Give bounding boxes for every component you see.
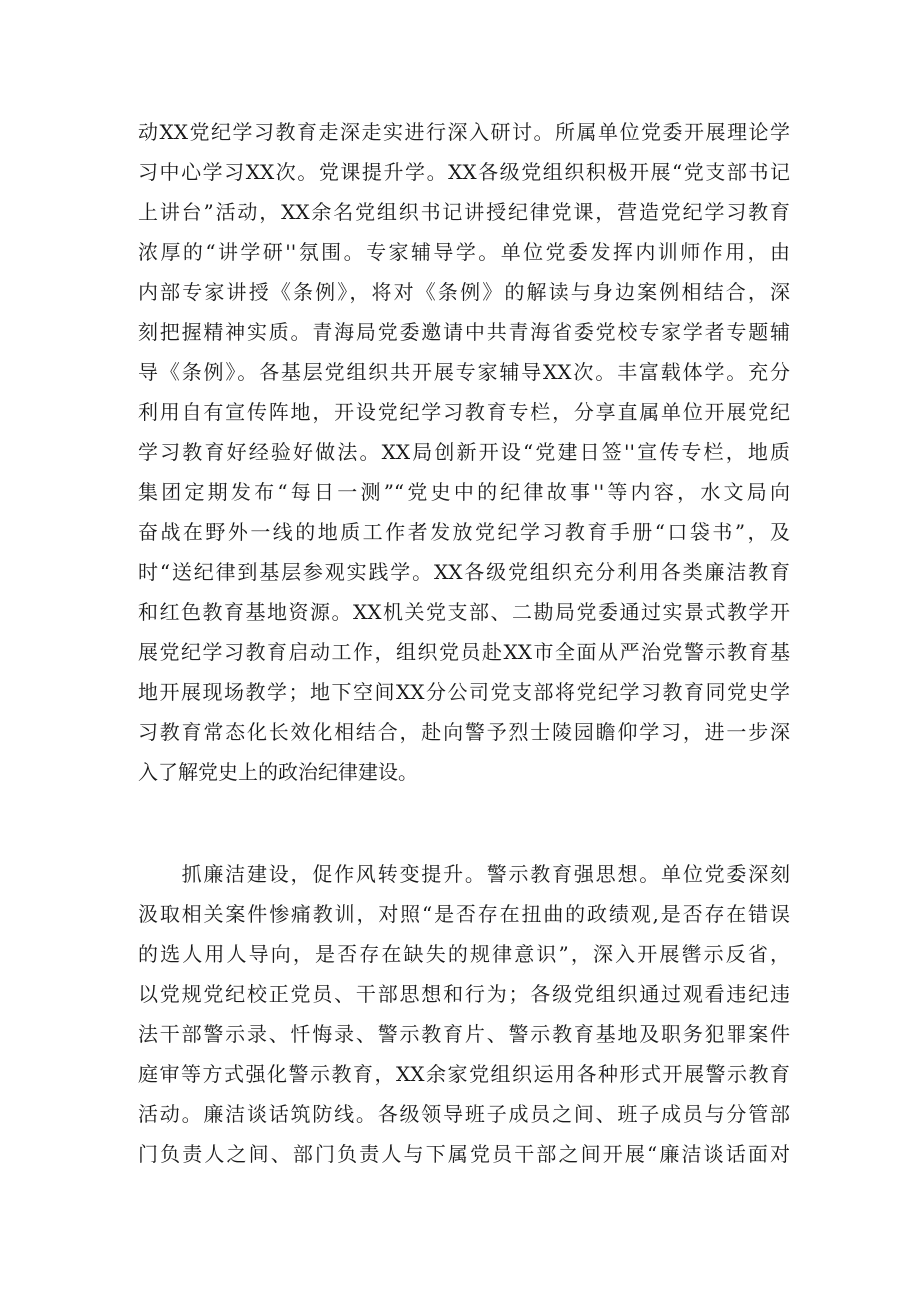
text-line: 利用自有宣传阵地，开设党纪学习教育专栏，分享直属单位开展党纪 [138,400,790,424]
text-line: 入了解党史上的政治纪律建设。 [138,760,418,784]
text-line: 习教育常态化长效化相结合，赴向警予烈士陵园瞻仰学习，进一步深 [138,720,790,744]
text-line: 地开展现场教学；地下空间XX分公司党支部将党纪学习教育同党史学 [138,680,790,704]
paragraph-2 [138,854,790,1174]
text-line: 习中心学习XX次。党课提升学。XX各级党组织积极开展“党支部书记 [138,160,790,184]
text-line: 庭审等方式强化警示教育，XX余家党组织运用各种形式开展警示教育 [138,1062,790,1086]
text-line: 门负责人之间、部门负责人与下属党员干部之间开展“廉洁谈话面对 [138,1142,790,1166]
text-line: 浓厚的“讲学研''氛围。专家辅导学。单位党委发挥内训师作用，由 [138,240,790,264]
text-line: 动XX党纪学习教育走深走实进行深入研讨。所属单位党委开展理论学 [138,120,790,144]
text-line: 法干部警示录、忏悔录、警示教育片、警示教育基地及职务犯罪案件 [138,1022,790,1046]
text-line: 上讲台”活动，XX余名党组织书记讲授纪律党课，营造党纪学习教育 [138,200,790,224]
paragraph-1 [138,112,790,792]
text-line: 汲取相关案件惨痛教训，对照“是否存在扭曲的政绩观,是否存在错误 [138,902,790,926]
text-line: 活动。廉洁谈话筑防线。各级领导班子成员之间、班子成员与分管部 [138,1102,790,1126]
text-line: 内部专家讲授《条例》，将对《条例》的解读与身边案例相结合，深 [138,280,790,304]
text-line: 奋战在野外一线的地质工作者发放党纪学习教育手册“口袋书”，及 [138,520,790,544]
text-line: 学习教育好经验好做法。XX局创新开设“党建日签''宣传专栏，地质 [138,440,790,464]
text-line: 和红色教育基地资源。XX机关党支部、二勘局党委通过实景式教学开 [138,600,790,624]
text-line: 集团定期发布“每日一测”“党史中的纪律故事''等内容，水文局向 [138,480,790,504]
text-line: 展党纪学习教育启动工作，组织党员赴XX市全面从严治党警示教育基 [138,640,790,664]
text-line: 抓廉洁建设，促作风转变提升。警示教育强思想。单位党委深刻 [138,862,790,886]
text-line: 以党规党纪校正党员、干部思想和行为；各级党组织通过观看违纪违 [138,982,790,1006]
text-line: 的选人用人导向，是否存在缺失的规律意识”，深入开展辔示反省， [138,942,790,966]
text-line: 时“送纪律到基层参观实践学。XX各级党组织充分利用各类廉洁教育 [138,560,790,584]
text-line: 导《条例》。各基层党组织共开展专家辅导XX次。丰富载体学。充分 [138,360,790,384]
text-line: 刻把握精神实质。青海局党委邀请中共青海省委党校专家学者专题辅 [138,320,790,344]
